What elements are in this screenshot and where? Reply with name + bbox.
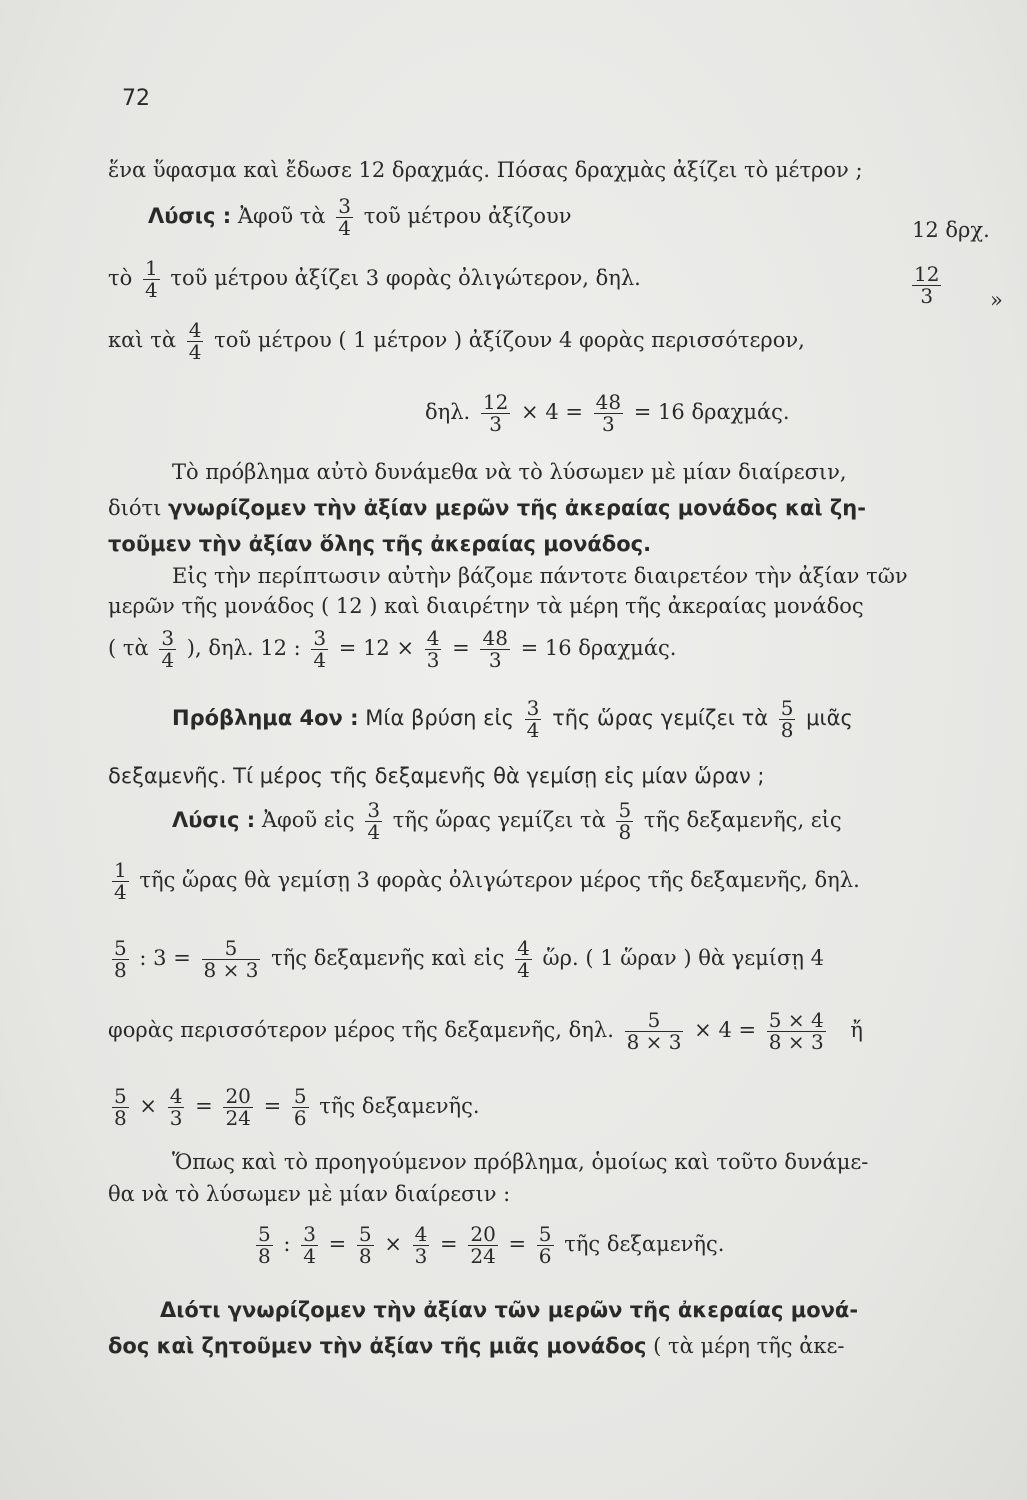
- fraction: $\frac{1}{4}$: [144, 256, 158, 302]
- solution-line-2: τὸ $\frac{1}{4}$ τοῦ μέτρου ἀξίζει 3 φορὰς ὀλιγώτερον, δηλ.: [108, 256, 641, 302]
- solution-2-line-2: $\frac{1}{4}$ τῆς ὥρας θὰ γεμίσῃ 3 φορὰς ὀλιγώτερον μέρος τῆς δεξαμενῆς, δηλ.: [114, 858, 860, 904]
- fraction: $\frac{4}{4}$: [188, 318, 202, 364]
- conclusion-line-2: δος καὶ ζητοῦμεν τὴν ἀξίαν τῆς μιᾶς μονάδος ( τὰ μέρη τῆς ἀκε-: [108, 1334, 845, 1358]
- paragraph-line-bold: τοῦμεν τὴν ἀξίαν ὅλης τῆς ἀκεραίας μονάδος.: [108, 532, 652, 556]
- solution-2-line-5: $\frac{5}{8}$ × $\frac{4}{3}$ = $\frac{20}{24}$ = $\frac{5}{6}$ τῆς δεξαμενῆς.: [114, 1084, 480, 1130]
- text-line: ἕνα ὕφασμα καὶ ἔδωσε 12 δραχμάς. Πόσας δραχμὰς ἀξίζει τὸ μέτρον ;: [108, 158, 863, 182]
- amount: 12 δρχ.: [912, 218, 990, 242]
- solution-2-line-3: $\frac{5}{8}$ : 3 = $\frac{5}{8 \times 3}$ τῆς δεξαμενῆς καὶ εἰς $\frac{4}{4}$ ὥρ. ( 1 ὥραν ) θὰ γεμίσῃ 4: [114, 936, 824, 982]
- page-number: 72: [122, 86, 150, 111]
- paragraph-line: διότι γνωρίζομεν τὴν ἀξίαν μερῶν τῆς ἀκεραίας μονάδος καὶ ζη-: [108, 496, 866, 520]
- solution-label: Λύσις :: [148, 204, 232, 228]
- fraction: $\frac{3}{4}$: [338, 194, 352, 240]
- ditto-mark: »: [990, 288, 1003, 312]
- solution-2-line-4: φορὰς περισσότερον μέρος τῆς δεξαμενῆς, δηλ. $\frac{5}{8 \times 3}$ × 4 = $\frac{5 \times 4}{8 \times 3}$ ἤ: [108, 1008, 863, 1054]
- problem-label: Πρόβλημα 4ον :: [172, 706, 359, 730]
- solution-line-3: καὶ τὰ $\frac{4}{4}$ τοῦ μέτρου ( 1 μέτρον ) ἀξίζουν 4 φορὰς περισσότερον,: [108, 318, 805, 364]
- solution-2-line-1: Λύσις : Ἀφοῦ εἰς $\frac{3}{4}$ τῆς ὥρας γεμίζει τὰ $\frac{5}{8}$ τῆς δεξαμενῆς, εἰς: [172, 798, 842, 844]
- problem-4-line: Πρόβλημα 4ον : Μία βρύση εἰς $\frac{3}{4}$ τῆς ὥρας γεμίζει τὰ $\frac{5}{8}$ μιᾶς: [172, 696, 853, 742]
- paragraph-line: θα νὰ τὸ λύσωμεν μὲ μίαν διαίρεσιν :: [108, 1182, 511, 1206]
- paragraph-line: Εἰς τὴν περίπτωσιν αὐτὴν βάζομε πάντοτε διαιρετέον τὴν ἀξίαν τῶν: [172, 564, 908, 588]
- equation-3: $\frac{5}{8}$ : $\frac{3}{4}$ = $\frac{5}{8}$ × $\frac{4}{3}$ = $\frac{20}{24}$ = $\frac{5}{6}$ τῆς δεξαμενῆς.: [258, 1222, 725, 1268]
- paragraph-line: Ὅπως καὶ τὸ προηγούμενον πρόβλημα, ὁμοίως καὶ τοῦτο δυνάμε-: [172, 1150, 869, 1174]
- paragraph-line: Τὸ πρόβλημα αὐτὸ δυνάμεθα νὰ τὸ λύσωμεν μὲ μίαν διαίρεσιν,: [172, 460, 847, 484]
- conclusion-line: Διότι γνωρίζομεν τὴν ἀξίαν τῶν μερῶν τῆς ἀκεραίας μονά-: [160, 1298, 859, 1322]
- equation-1: δηλ. $\frac{12}{3}$ × 4 = $\frac{48}{3}$ = 16 δραχμάς.: [425, 390, 790, 436]
- solution-line-1: Λύσις : Ἀφοῦ τὰ $\frac{3}{4}$ τοῦ μέτρου ἀξίζουν: [148, 194, 572, 240]
- paragraph-line: μερῶν τῆς μονάδος ( 12 ) καὶ διαιρέτην τὰ μέρη τῆς ἀκεραίας μονάδος: [108, 594, 864, 618]
- fraction-12-3: $\frac{12}{3}$: [914, 262, 940, 308]
- problem-4-line-2: δεξαμενῆς. Τί μέρος τῆς δεξαμενῆς θὰ γεμίσῃ εἰς μίαν ὥραν ;: [108, 764, 765, 788]
- equation-2: ( τὰ $\frac{3}{4}$ ), δηλ. 12 : $\frac{3}{4}$ = 12 × $\frac{4}{3}$ = $\frac{48}{3}$ = 16 δραχμάς.: [108, 626, 677, 672]
